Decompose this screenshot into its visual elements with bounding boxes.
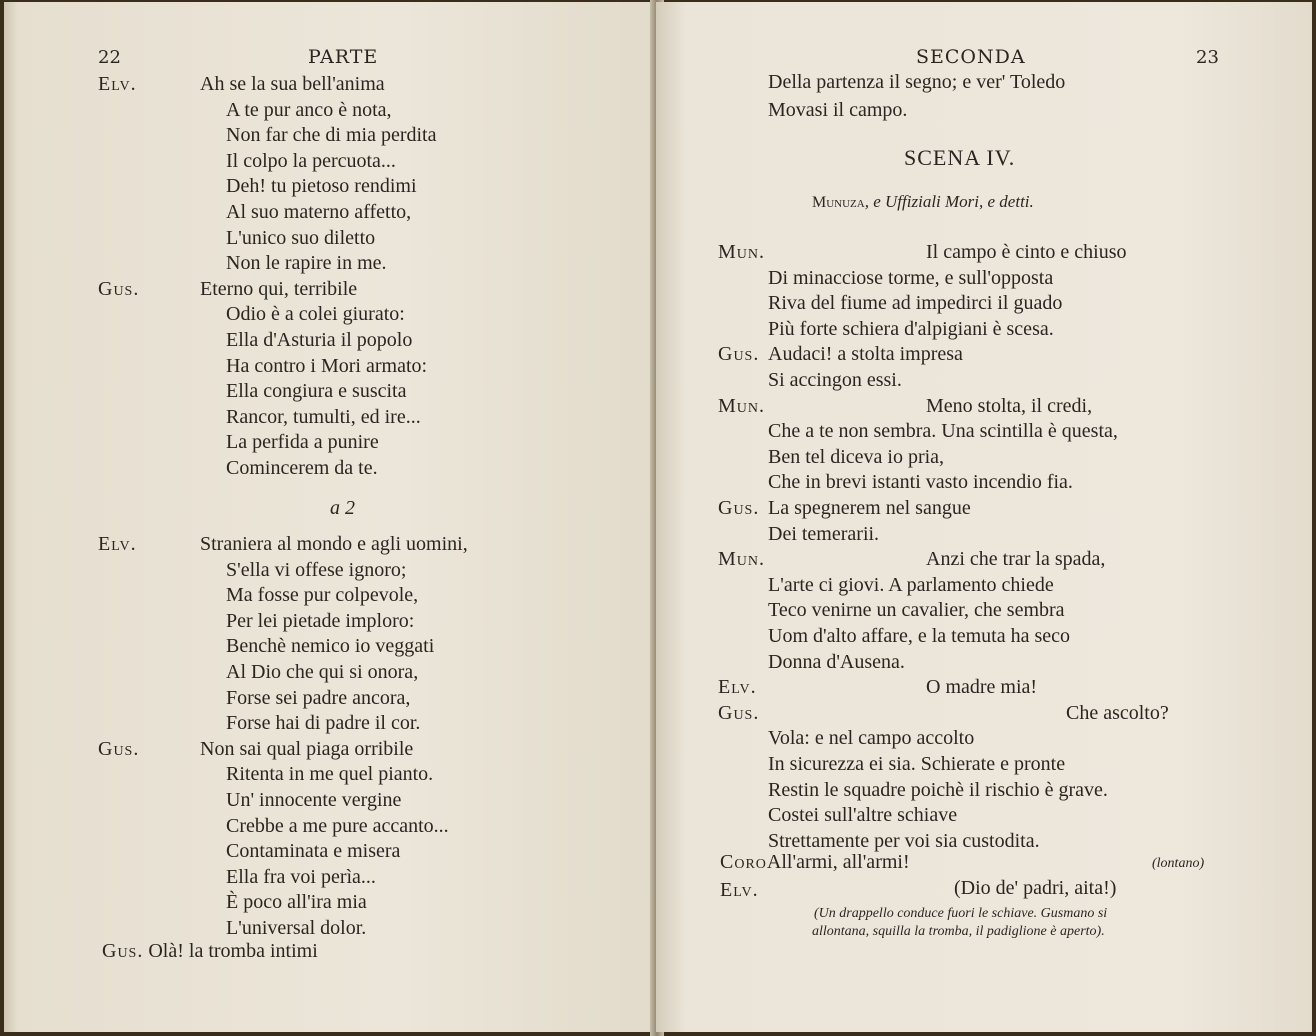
verse-line: Ma fosse pur colpevole, [226, 584, 419, 606]
verse-line: Eterno qui, terribile [200, 278, 358, 300]
verse-line: Ella d'Asturia il popolo [226, 329, 413, 351]
verse-line: Benchè nemico io veggati [226, 635, 435, 657]
opening-line-1: Della partenza il segno; e ver' Toledo [768, 71, 1066, 93]
scene-title: SCENA IV. [904, 145, 1016, 170]
verse-line: Ritenta in me quel pianto. [226, 763, 434, 785]
verse-text: All'armi, all'armi! [766, 851, 910, 873]
verse-line: Comincerem da te. [226, 457, 378, 479]
verse-line: Crebbe a me pure accanto... [226, 815, 449, 837]
verse-line: Il colpo la percuota... [226, 150, 396, 172]
verse-line: La spegnerem nel sangue [768, 497, 971, 519]
verse-line: Di minacciose torme, e sull'opposta [768, 267, 1054, 289]
a2-marker: a 2 [330, 497, 355, 519]
verse-line: Uom d'alto affare, e la temuta ha seco [768, 625, 1070, 647]
stage-direction-1: (Un drappello conduce fuori le schiave. Gusmano si [814, 906, 1108, 921]
verse-line: Per lei pietade imploro: [226, 610, 415, 632]
verse-line: Ella fra voi perìa... [226, 866, 376, 888]
speaker-label: Gus. [98, 278, 140, 300]
verse-line: Al suo materno affetto, [226, 201, 412, 223]
verse-line: Forse hai di padre il cor. [226, 712, 421, 734]
verse-line: Che in brevi istanti vasto incendio fia. [768, 471, 1073, 493]
speaker-label: Elv. [98, 533, 137, 555]
verse-line: L'arte ci giovi. A parlamento chiede [768, 574, 1054, 596]
cast-name: Munuza [812, 194, 865, 211]
speaker-label: Gus. [102, 940, 144, 962]
page-number-right: 23 [1196, 47, 1219, 68]
verse-line: Costei sull'altre schiave [768, 804, 958, 826]
verse-line: Ah se la sua bell'anima [200, 73, 385, 95]
verse-line: Restin le squadre poichè il rischio è grave. [768, 779, 1108, 801]
cast-rest: , e Uffiziali Mori, e detti. [864, 192, 1034, 211]
speaker-label: Elv. [98, 73, 137, 95]
speaker-label: Gus. [718, 497, 760, 519]
verse-line: Strettamente per voi sia custodita. [768, 830, 1040, 852]
verse-line: Dei temerarii. [768, 523, 880, 545]
verse-line: La perfida a punire [226, 431, 379, 453]
verse-line: Deh! tu pietoso rendimi [226, 175, 417, 197]
coro-line [720, 850, 910, 874]
verse-line: Ella congiura e suscita [226, 380, 407, 402]
verse-line: Vola: e nel campo accolto [768, 727, 975, 749]
verse-line: Teco venirne un cavalier, che sembra [768, 599, 1065, 621]
verse-line: S'ella vi offese ignoro; [226, 559, 407, 581]
left-page [4, 2, 656, 1032]
verse-line: Meno stolta, il credi, [926, 395, 1093, 417]
verse-line: L'universal dolor. [226, 917, 367, 939]
verse-line: A te pur anco è nota, [226, 99, 392, 121]
verse-line: Odio è a colei giurato: [226, 303, 405, 325]
verse-line: Audaci! a stolta impresa [768, 343, 963, 365]
verse-text: Olà! la tromba intimi [148, 940, 318, 962]
verse-line: Il campo è cinto e chiuso [926, 241, 1127, 263]
verse-line: Ben tel diceva io pria, [768, 446, 945, 468]
speaker-label: Gus. [98, 738, 140, 760]
verse-line: Donna d'Ausena. [768, 651, 905, 673]
verse-line: Che ascolto? [1066, 702, 1169, 724]
speaker-label: Gus. [718, 343, 760, 365]
verse-line: Più forte schiera d'alpigiani è scesa. [768, 318, 1054, 340]
verse-line: Non sai qual piaga orribile [200, 738, 414, 760]
verse-line: Forse sei padre ancora, [226, 687, 411, 709]
right-page [656, 2, 1312, 1032]
speaker-label: Mun. [718, 241, 766, 263]
elv-aside: (Dio de' padri, aita!) [954, 877, 1117, 899]
speaker-label: Elv. [718, 676, 757, 698]
verse-line: Non le rapire in me. [226, 252, 387, 274]
page-number-left: 22 [98, 47, 121, 68]
stage-direction-lontano: (lontano) [1152, 856, 1205, 871]
running-head-right: SECONDA [916, 46, 1026, 68]
verse-line: O madre mia! [926, 676, 1038, 698]
verse-line: È poco all'ira mia [226, 891, 367, 913]
speaker-label: Coro [720, 851, 767, 873]
speaker-label: Elv. [720, 879, 759, 901]
verse-line: Straniera al mondo e agli uomini, [200, 533, 468, 555]
speaker-label: Gus. [718, 702, 760, 724]
running-head-left: PARTE [308, 46, 379, 68]
verse-line: L'unico suo diletto [226, 227, 376, 249]
scene-cast [812, 190, 1034, 215]
verse-line: Che a te non sembra. Una scintilla è questa, [768, 420, 1118, 442]
verse-line: Contaminata e misera [226, 840, 401, 862]
opening-line-2: Movasi il campo. [768, 99, 908, 121]
left-last-line [102, 939, 318, 963]
verse-line: Riva del fiume ad impedirci il guado [768, 292, 1063, 314]
verse-line: Anzi che trar la spada, [926, 548, 1106, 570]
stage-direction-2: allontana, squilla la tromba, il padiglione è aperto). [812, 924, 1105, 939]
verse-line: Rancor, tumulti, ed ire... [226, 406, 421, 428]
verse-line: In sicurezza ei sia. Schierate e pronte [768, 753, 1066, 775]
verse-line: Al Dio che qui si onora, [226, 661, 419, 683]
verse-line: Un' innocente vergine [226, 789, 402, 811]
verse-line: Si accingon essi. [768, 369, 902, 391]
speaker-label: Mun. [718, 395, 766, 417]
verse-line: Ha contro i Mori armato: [226, 355, 428, 377]
speaker-label: Mun. [718, 548, 766, 570]
verse-line: Non far che di mia perdita [226, 124, 437, 146]
